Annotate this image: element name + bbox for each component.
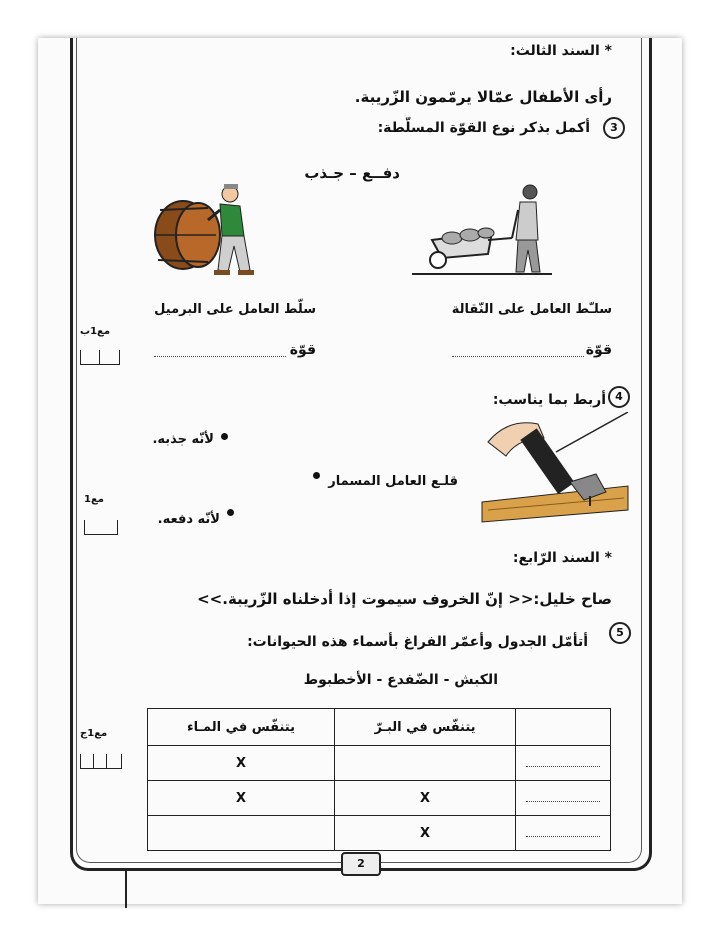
task4-instruction: أربط بما يناسب:	[492, 392, 606, 408]
wheelbarrow-force-blank[interactable]	[452, 356, 584, 357]
page-number: 2	[341, 852, 381, 876]
animals-breathing-table	[147, 708, 611, 851]
grade-box-1c[interactable]	[80, 754, 122, 769]
option2-text: لأنّه دفعه.	[157, 512, 220, 527]
table-row: X X	[148, 781, 611, 816]
force-options: دفــع – جـذب	[304, 164, 400, 182]
header-land: يتنفّس في البـرّ	[335, 709, 516, 746]
table-row: X	[148, 746, 611, 781]
barrel-worker-illustration	[148, 180, 268, 280]
task3-instruction: أكمل بذكر نوع القوّة المسلّطة:	[377, 120, 590, 136]
task3-number: 3	[603, 117, 625, 139]
binder-line	[125, 868, 127, 908]
header-animal	[516, 709, 611, 746]
center-item-dot[interactable]	[313, 472, 320, 479]
table-header-row	[148, 709, 611, 746]
task5-instruction: أتأمّل الجدول وأعمّر الفراغ بأسماء هذه الحيوانات:	[247, 634, 588, 650]
hammer-nail-illustration	[478, 412, 634, 524]
section4-text: صاح خليل:<< إنّ الخروف سيموت إذا أدخلناه الزّريبة.>>	[197, 590, 612, 608]
grade-box-1[interactable]	[84, 520, 118, 535]
section3-text: رأى الأطفال عمّالا يرمّمون الزّريبة.	[354, 88, 612, 106]
wheelbarrow-worker-illustration	[412, 180, 552, 280]
option1-text: لأنّه جذبه.	[152, 432, 214, 447]
barrel-force-blank[interactable]	[154, 356, 286, 357]
center-item-text: قلـع العامل المسمار	[328, 474, 458, 489]
grade-label-1b: مع1ب	[80, 326, 111, 337]
barrel-caption: سلّط العامل على البرميل	[154, 302, 316, 317]
option2-dot[interactable]	[227, 509, 234, 516]
grade-label-1: مع1	[84, 494, 104, 505]
header-water: يتنفّس في المـاء	[148, 709, 335, 746]
section3-title: * السند الثالث:	[510, 43, 612, 59]
wheelbarrow-force-label: قوّة	[585, 342, 612, 358]
grade-label-1c: مع1ج	[80, 728, 108, 739]
section4-title: * السند الرّابع:	[512, 550, 612, 566]
barrel-force-label: قوّة	[289, 342, 316, 358]
task5-number: 5	[609, 622, 631, 644]
animals-list: الكبش - الضّفدع - الأخطبوط	[303, 672, 498, 688]
table-row: X	[148, 816, 611, 851]
wheelbarrow-caption: سلـّط العامل على النّقالة	[451, 302, 612, 317]
task4-number: 4	[608, 386, 630, 408]
option1-dot[interactable]	[221, 433, 228, 440]
grade-box-1b[interactable]	[80, 350, 120, 365]
